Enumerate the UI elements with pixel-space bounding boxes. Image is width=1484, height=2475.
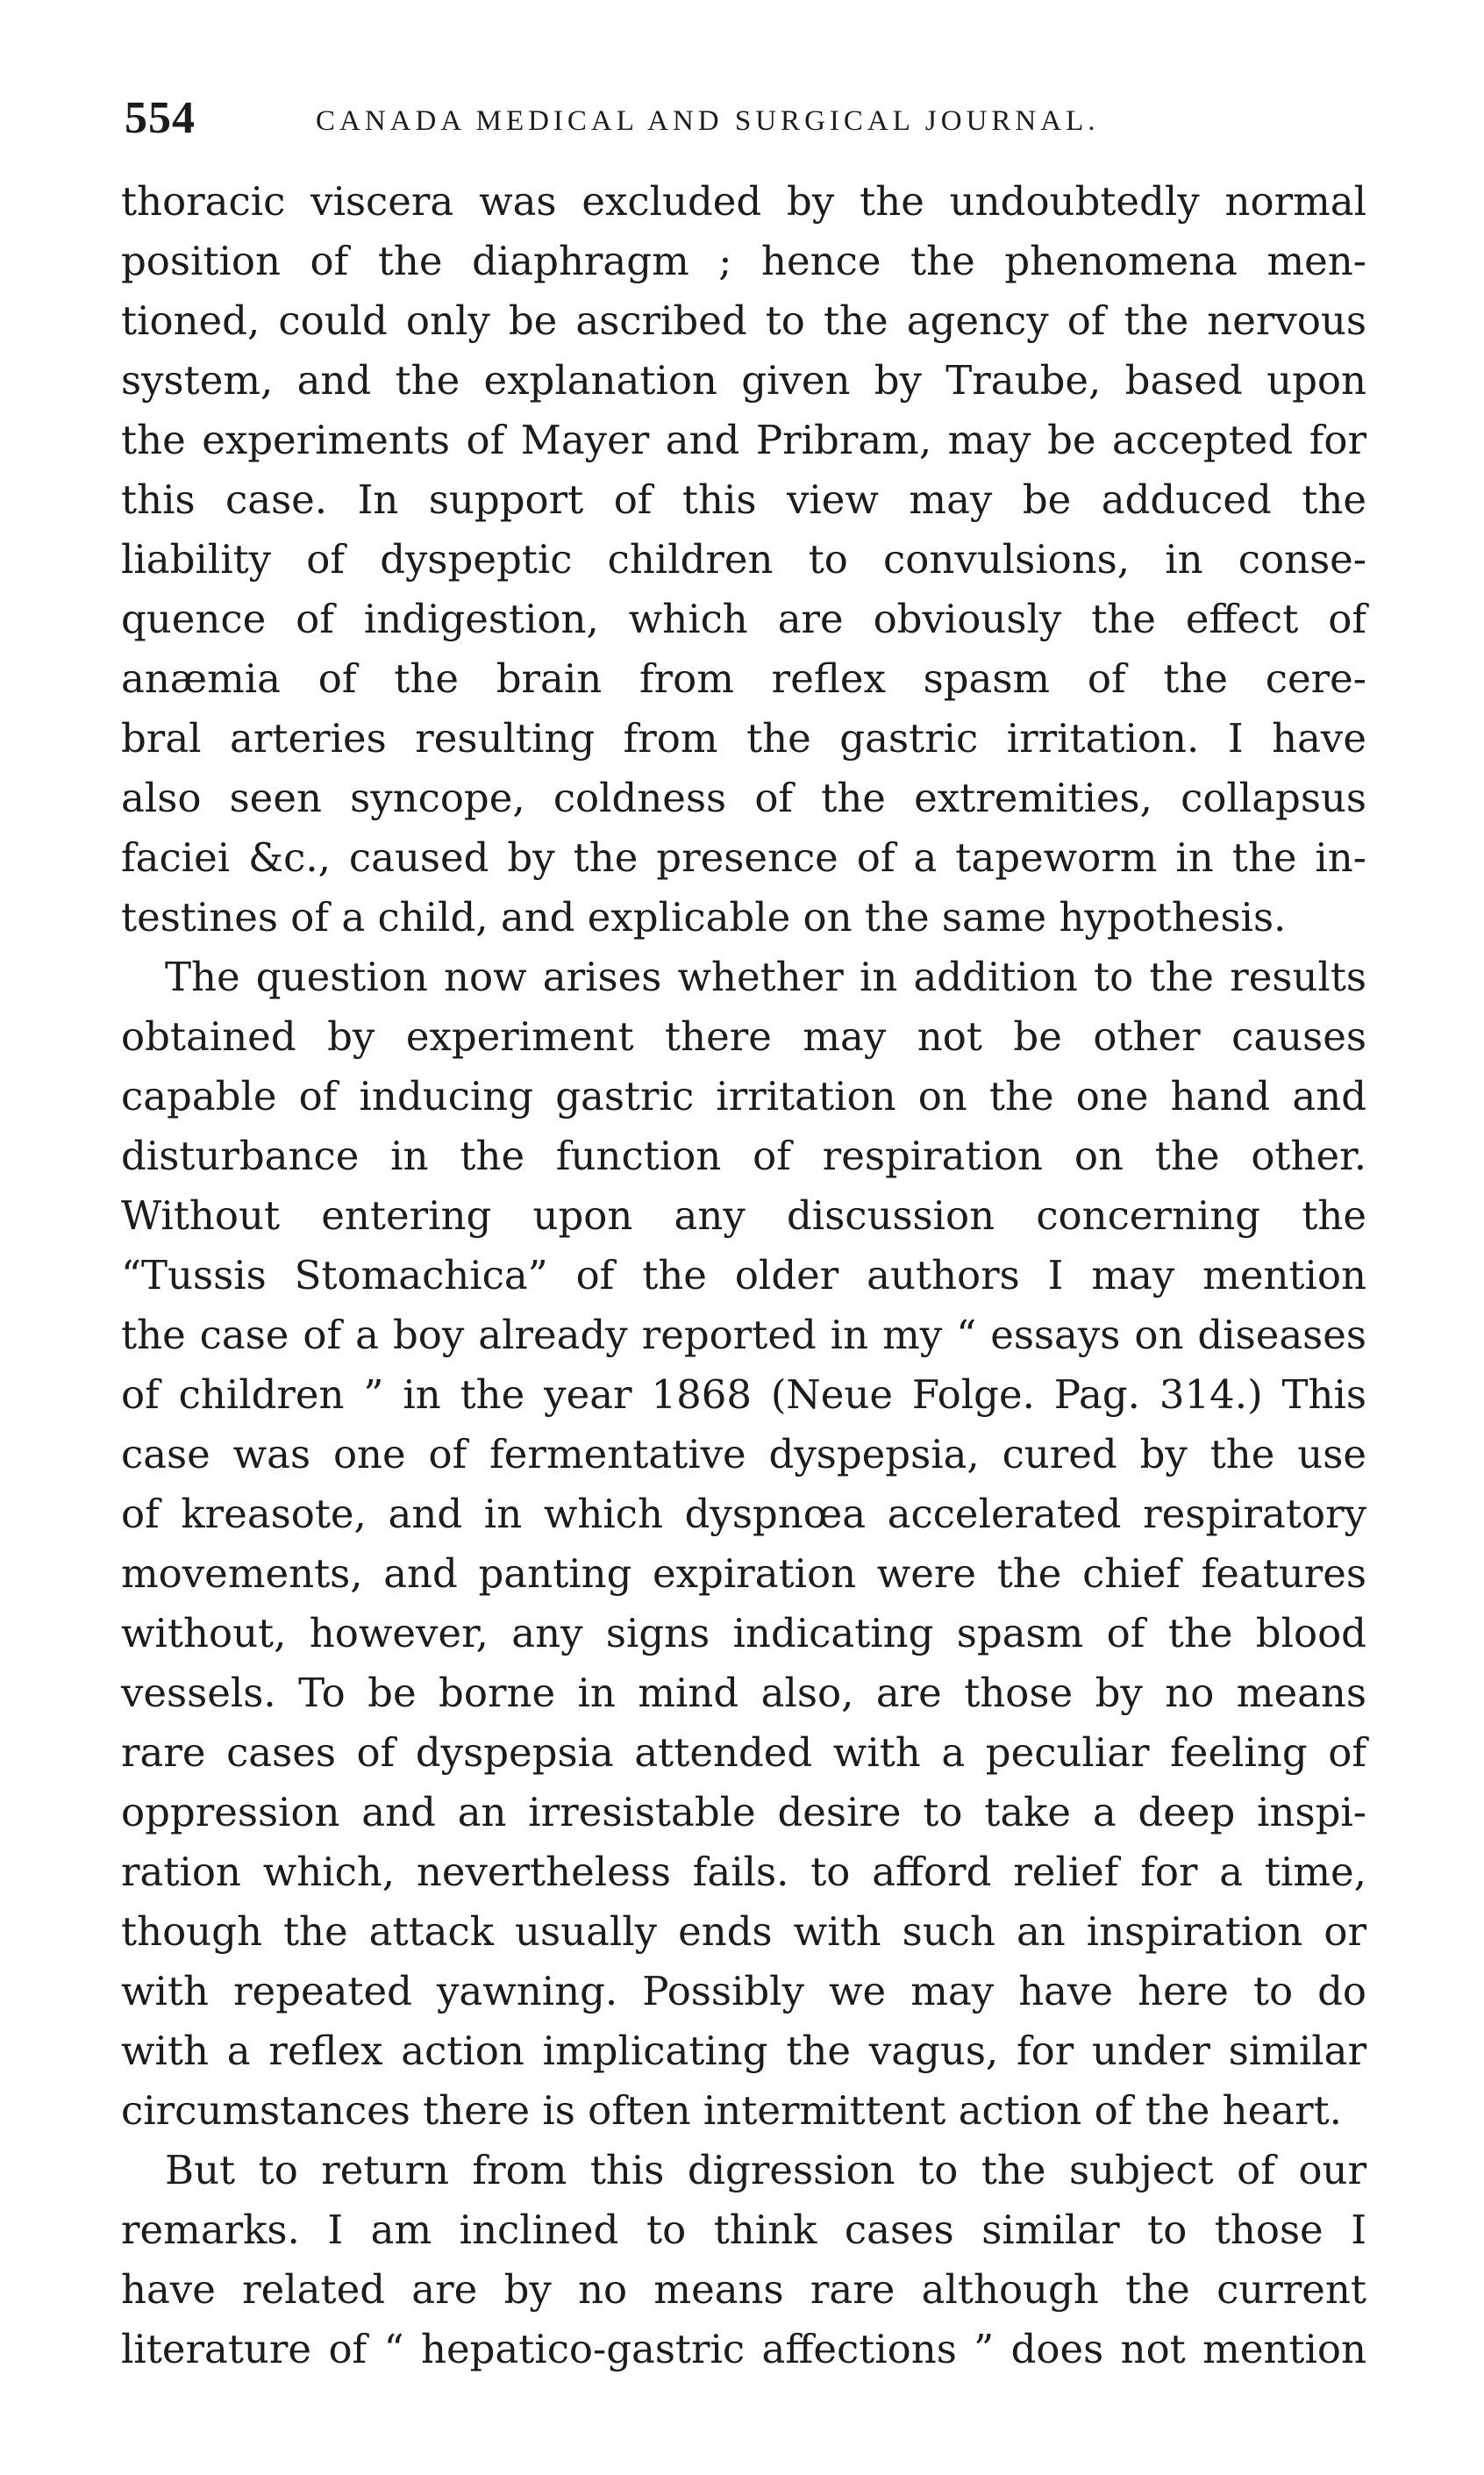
text-line: Without entering upon any discussion concerning the: [121, 1192, 1366, 1239]
text-line: the experiments of Mayer and Pribram, may be accepted for: [121, 417, 1366, 463]
text-line: have related are by no means rare although the current: [121, 2266, 1366, 2313]
text-line: though the attack usually ends with such an inspiration or: [121, 1908, 1366, 1955]
text-line: of kreasote, and in which dyspnœa accelerated respiratory: [121, 1491, 1366, 1537]
text-line: obtained by experiment there may not be other causes: [121, 1013, 1366, 1060]
page-number: 554: [125, 93, 196, 143]
text-line: testines of a child, and explicable on the same hypothesis.: [121, 894, 1287, 941]
text-line: liability of dyspeptic children to convulsions, in conse-: [121, 536, 1366, 583]
text-line: also seen syncope, coldness of the extremities, collapsus: [121, 775, 1366, 821]
text-line: The question now arises whether in addition to the results: [165, 954, 1366, 1000]
paragraph: [121, 948, 1366, 2141]
text-line: case was one of fermentative dyspepsia, cured by the use: [121, 1431, 1366, 1477]
text-line: literature of “ hepatico-gastric affections ” does not mention: [121, 2326, 1366, 2372]
running-head: [125, 88, 1370, 149]
text-line: anæmia of the brain from reflex spasm of the cere-: [121, 655, 1366, 702]
journal-title: CANADA MEDICAL AND SURGICAL JOURNAL.: [316, 105, 1100, 137]
text-line: tioned, could only be ascribed to the agency of the nervous: [121, 297, 1366, 344]
paragraph: [121, 2141, 1366, 2379]
text-line: circumstances there is often intermittent action of the heart.: [121, 2087, 1342, 2134]
text-line: rare cases of dyspepsia attended with a peculiar feeling of: [121, 1729, 1366, 1776]
text-line: with repeated yawning. Possibly we may have here to do: [121, 1968, 1366, 2014]
paragraph: [121, 172, 1366, 948]
text-line: vessels. To be borne in mind also, are those by no means: [121, 1670, 1366, 1716]
text-line: without, however, any signs indicating spasm of the blood: [121, 1610, 1366, 1656]
text-line: quence of indigestion, which are obviously the effect of: [121, 596, 1366, 642]
text-line: remarks. I am inclined to think cases similar to those I: [121, 2207, 1366, 2253]
text-line: capable of inducing gastric irritation on the one hand and: [121, 1073, 1366, 1119]
text-line: of children ” in the year 1868 (Neue Folge. Pag. 314.) This: [121, 1371, 1366, 1418]
text-line: position of the diaphragm ; hence the phenomena men-: [121, 238, 1366, 284]
text-line: this case. In support of this view may be adduced the: [121, 476, 1366, 523]
text-line: disturbance in the function of respiration on the other.: [121, 1133, 1366, 1179]
article-body: [121, 172, 1366, 2379]
text-line: faciei &c., caused by the presence of a tapeworm in the in-: [121, 834, 1366, 881]
text-line: system, and the explanation given by Traube, based upon: [121, 357, 1366, 404]
text-line: the case of a boy already reported in my “ essays on diseases: [121, 1312, 1366, 1358]
text-line: ration which, nevertheless fails. to afford relief for a time,: [121, 1849, 1366, 1895]
text-line: thoracic viscera was excluded by the undoubtedly normal: [121, 178, 1366, 225]
text-line: with a reflex action implicating the vagus, for under similar: [121, 2028, 1366, 2074]
text-line: But to return from this digression to the subject of our: [165, 2147, 1366, 2193]
text-line: movements, and panting expiration were the chief features: [121, 1550, 1366, 1597]
text-line: bral arteries resulting from the gastric irritation. I have: [121, 715, 1366, 762]
text-line: oppression and an irresistable desire to take a deep inspi-: [121, 1789, 1366, 1835]
text-line: “Tussis Stomachica” of the older authors I may mention: [121, 1252, 1366, 1298]
